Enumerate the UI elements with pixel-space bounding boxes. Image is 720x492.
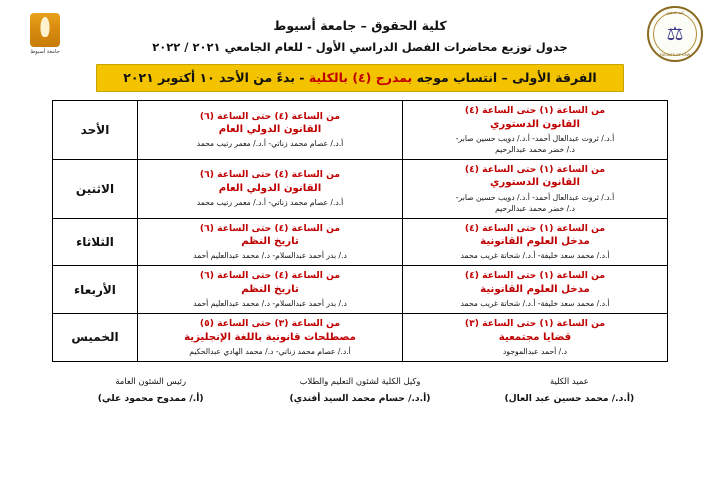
lecture-staff-line1: أ.د./ ثروت عبدالعال أحمد- أ.د./ دويب حسين صابر- [455,192,615,202]
signature-role: رئيس الشئون العامة [115,375,187,386]
table-row [53,218,668,266]
lecture-time: من الساعة (٣) حتى الساعة (٥) [199,318,341,329]
assiut-university-logo [16,5,74,63]
lecture-course: مدخل العلوم القانونية [480,236,590,247]
signature-name: (أ.د./ محمد حسين عبد العال) [504,392,635,404]
table-row [53,314,668,362]
assiut-university-logo-container [14,5,76,63]
lecture-staff-line1: أ.د./ محمد سعد خليفة- أ.د./ شحاتة غريب محمد [460,251,610,261]
lecture-staff-line1: أ.د./ محمد سعد خليفة- أ.د./ شحاتة غريب محمد [460,299,610,308]
lecture-staff-line1: أ.د./ عصام محمد زناتي- أ.د./ معمر رتيب محمد [196,198,344,207]
lecture-staff-line1: أ.د./ ثروت عبدالعال أحمد- أ.د./ دويب حسين صابر- [455,133,615,143]
university-logo-caption: جامعة أسيوط [30,48,60,55]
lecture-staff [141,298,399,309]
lecture-staff-line1: أ.د./ عصام محمد زناتي- د./ محمد الهادي عبدالحكيم [189,346,351,356]
lecture-cell [403,101,668,160]
lecture-time: من الساعة (١) حتى الساعة (٣) [464,318,606,329]
lecture-staff [141,346,399,357]
lecture-cell [138,159,403,218]
lecture-staff [406,192,664,214]
lecture-time: من الساعة (٤) حتى الساعة (٦) [199,270,341,282]
group-banner [96,64,623,92]
lecture-cell [403,314,668,362]
lecture-time: من الساعة (٤) حتى الساعة (٦) [199,169,341,181]
law-faculty-seal-container [644,5,706,63]
lecture-cell [403,266,668,314]
lecture-staff-line1: أ.د./ عصام محمد زناتي- أ.د./ معمر رتيب محمد [196,139,344,149]
day-label: الاثنين [53,159,138,218]
page-title: جدول توزيع محاضرات الفصل الدراسي الأول - للعام الجامعي ٢٠٢١ / ٢٠٢٢ [152,40,568,54]
lecture-staff [141,250,399,261]
lecture-staff-line1: د./ بدر أحمد عبدالسلام- د./ محمد عبدالعليم أحمد [193,251,347,261]
lecture-staff [141,197,399,208]
signature-dean [465,376,674,404]
torch-icon [30,13,60,47]
lecture-course: قضايا مجتمعية [498,331,572,343]
signature-row [0,362,720,404]
lecture-course: مصطلحات قانونية باللغة الإنجليزية [184,331,356,343]
lecture-cell [138,266,403,314]
law-faculty-seal [647,6,703,62]
seal-top-text: كلية الحقوق [666,11,684,15]
lecture-cell [403,218,668,266]
lecture-cell [138,314,403,362]
faculty-university-title: كلية الحقوق – جامعة أسيوط [273,18,447,33]
banner-highlight: بمدرج (٤) بالكلية [308,70,413,85]
lecture-staff-line1: د./ أحمد عبدالموجود [503,346,567,356]
lecture-time: من الساعة (٤) حتى الساعة (٦) [199,222,341,234]
banner-container [0,64,720,92]
seal-bottom-text: FACULTY OF LAW [659,53,691,57]
table-row [53,101,668,160]
seal-inner-ring [653,12,697,56]
lecture-time: من الساعة (١) حتى الساعة (٤) [464,270,606,282]
signature-vice-dean [255,376,464,404]
lecture-staff-line1: د./ بدر أحمد عبدالسلام- د./ محمد عبدالعليم أحمد [193,299,347,308]
signature-name: (أ./ ممدوح محمود علي) [97,392,204,404]
lecture-staff [406,346,664,357]
table-row [53,159,668,218]
document-header [0,0,720,62]
lecture-course: القانون الدولي العام [218,124,322,135]
day-label: الأحد [53,101,138,160]
lecture-course: مدخل العلوم القانونية [480,283,590,295]
signature-name: (أ.د./ حسام محمد السيد أفندي) [289,392,431,404]
signature-general-affairs [46,376,255,404]
scales-of-justice-icon: ⚖ [666,22,684,45]
lecture-staff-line2: د./ خضر محمد عبدالرحيم [495,144,575,154]
lecture-time: من الساعة (١) حتى الساعة (٤) [464,105,606,116]
lecture-time: من الساعة (١) حتى الساعة (٤) [464,163,606,175]
signature-role: عميد الكلية [549,375,589,386]
day-label: الأربعاء [53,266,138,314]
lecture-time: من الساعة (١) حتى الساعة (٤) [464,222,606,234]
lecture-cell [403,159,668,218]
lecture-course: القانون الدولي العام [218,182,322,194]
lecture-course: تاريخ النظم [241,283,299,295]
lecture-cell [138,101,403,160]
schedule-table [52,100,668,362]
lecture-course: القانون الدستوري [490,118,580,130]
lecture-staff [141,138,399,149]
lecture-course: تاريخ النظم [241,236,299,247]
lecture-staff [406,298,664,309]
banner-suffix: - بدءً من الأحد ١٠ أكتوبر ٢٠٢١ [123,70,309,85]
header-titles [76,14,644,54]
signature-role: وكيل الكلية لشئون التعليم والطلاب [299,375,421,386]
banner-prefix: الفرقة الأولى – انتساب موجه [412,70,597,85]
lecture-staff-line2: د./ خضر محمد عبدالرحيم [495,203,575,213]
lecture-staff [406,133,664,155]
lecture-time: من الساعة (٤) حتى الساعة (٦) [199,110,341,122]
lecture-course: القانون الدستوري [490,177,580,189]
day-label: الثلاثاء [53,218,138,266]
lecture-staff [406,250,664,261]
day-label: الخميس [53,314,138,362]
schedule-table-container [0,92,720,362]
lecture-cell [138,218,403,266]
table-row [53,266,668,314]
